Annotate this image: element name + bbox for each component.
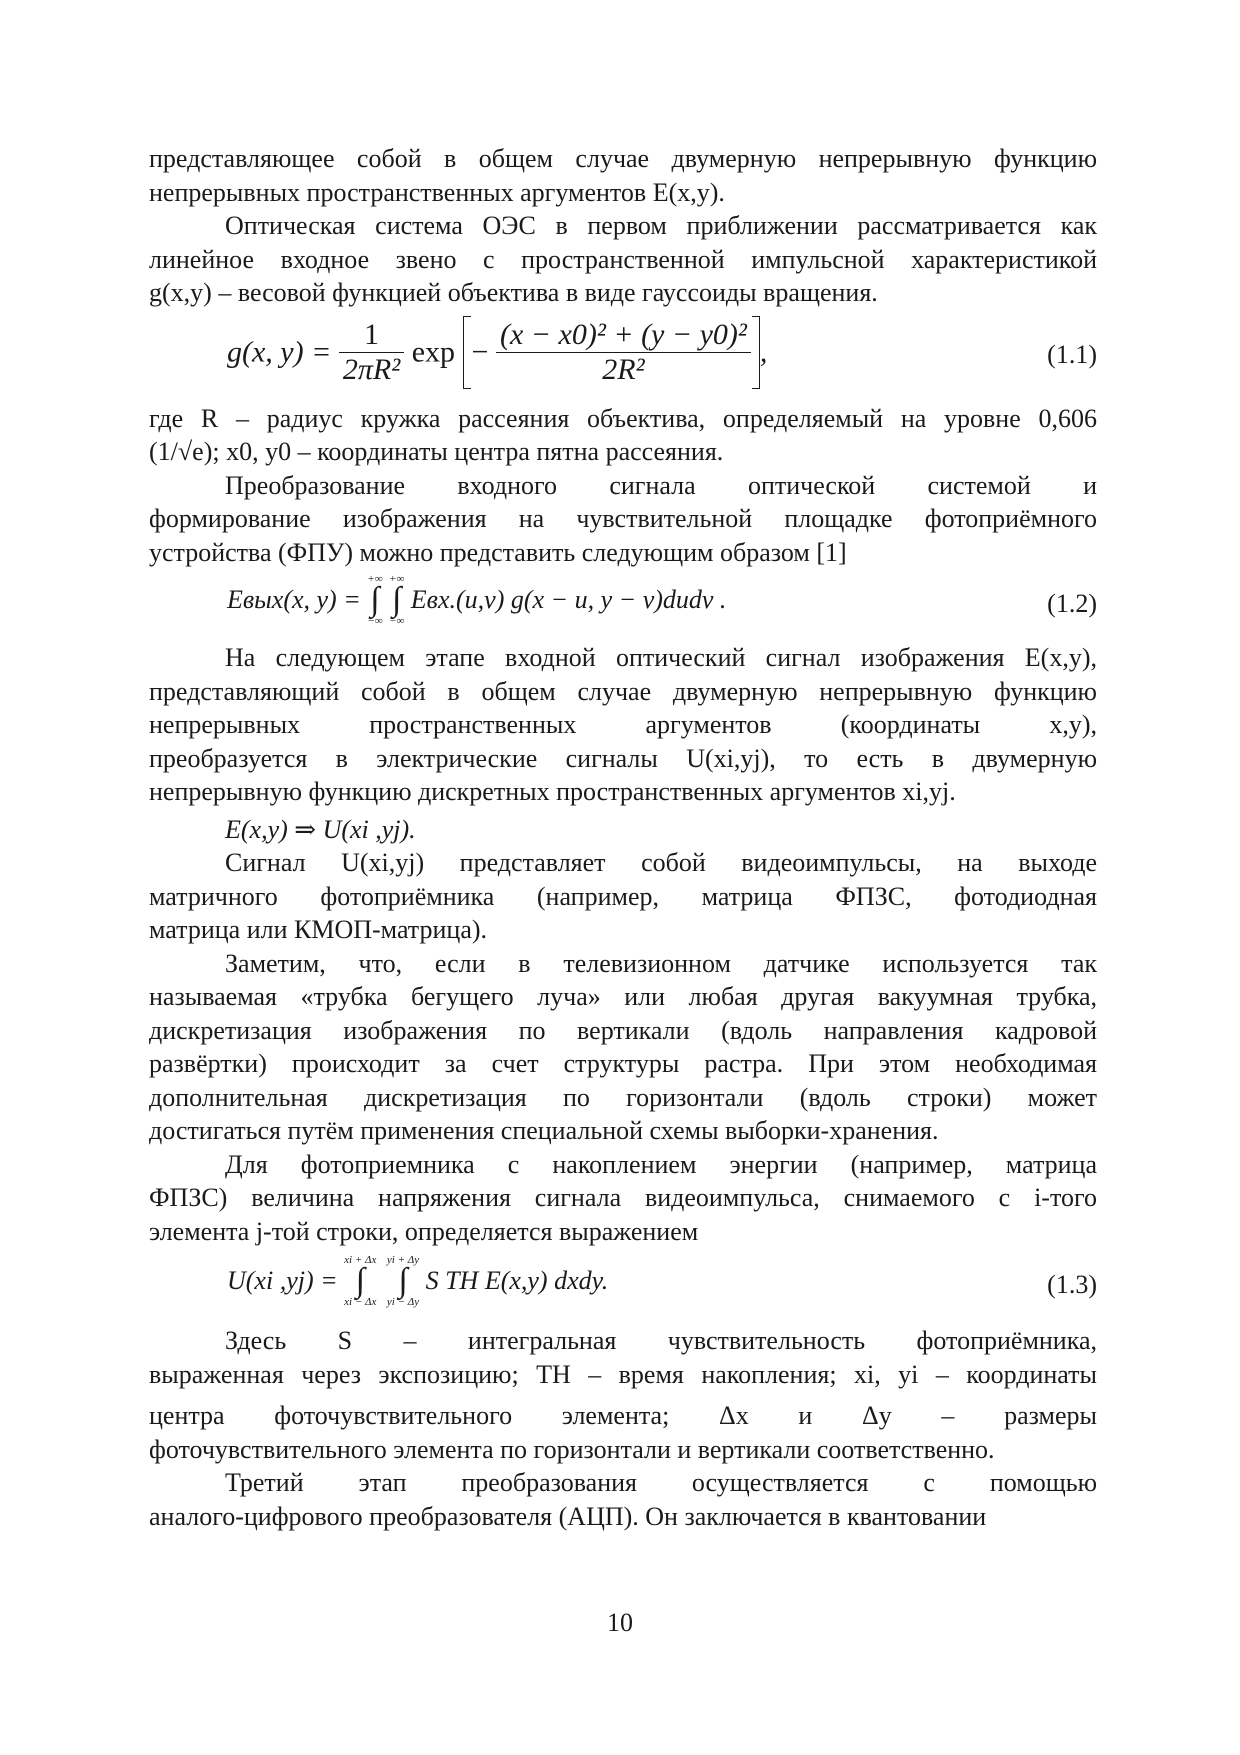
page-body xyxy=(149,142,1097,1533)
text-line: достигаться путём применения специальной схемы выборки-хранения. xyxy=(149,1116,939,1145)
text-line: На следующем этапе входной оптический сигнал изображения E(x,y), xyxy=(225,643,1097,672)
paragraph-11 xyxy=(149,1466,1097,1533)
formula-number: (1.3) xyxy=(1047,1270,1097,1299)
integral-sign: +∞ ∫ −∞ xyxy=(389,573,405,627)
exponent-numerator: (x − x0)² + (y − y0)² xyxy=(496,318,751,353)
text-line: где R – радиус кружка рассеяния объектива, определяемый на уровне 0,606 xyxy=(149,403,1097,433)
text-line: матричного фотоприёмника (например, матрица ФПЗС, фотодиодная xyxy=(149,881,1097,911)
integral-upper-limit: yi + Δy xyxy=(386,1254,420,1266)
text-line: (1/√e); x0, y0 – координаты центра пятна рассеяния. xyxy=(149,437,724,466)
integral-lower-limit: yi − Δy xyxy=(386,1296,420,1308)
text-line: преобразуется в электрические сигналы U(xi,yj), то есть в двумерную xyxy=(149,743,1097,773)
formula-comma: , xyxy=(759,335,768,368)
text-line: выраженная через экспозицию; TН – время накопления; xi, yi – координаты xyxy=(149,1359,1097,1389)
paragraph-4 xyxy=(149,469,1097,570)
text-line: g(x,y) – весовой функцией объектива в виде гауссоиды вращения. xyxy=(149,278,878,307)
integral-lower-limit: xi − Δx xyxy=(344,1296,377,1308)
integral-sign: yi + Δy ∫ yi − Δy xyxy=(386,1254,420,1308)
paragraph-5 xyxy=(149,641,1097,809)
text-line: дискретизация изображения по вертикали (вдоль направления кадровой xyxy=(149,1015,1097,1045)
integrand: S TН E(x,y) dxdy. xyxy=(425,1266,609,1295)
paragraph-3 xyxy=(149,402,1097,469)
formula-number: (1.1) xyxy=(1047,339,1097,369)
text-line: дополнительная дискретизация по горизонтали (вдоль строки) может xyxy=(149,1082,1097,1112)
text-line: называемая «трубка бегущего луча» или любая другая вакуумная трубка, xyxy=(149,982,1097,1011)
paragraph-9 xyxy=(149,1148,1097,1249)
text-line: аналого-цифрового преобразователя (АЦП). Он заключается в квантовании xyxy=(149,1501,987,1531)
paragraph-10 xyxy=(149,1324,1097,1466)
text-line: Для фотоприемника с накоплением энергии (например, матрица xyxy=(225,1149,1097,1179)
paragraph-6-mapping: E(x,y) ⇒ U(xi ,yj). xyxy=(225,814,416,844)
integral-upper-limit: +∞ xyxy=(389,573,405,585)
text-line: формирование изображения на чувствительной площадке фотоприёмного xyxy=(149,504,1097,533)
text-line: непрерывных пространственных аргументов (координаты x,y), xyxy=(149,710,1097,739)
integral-upper-limit: +∞ xyxy=(367,573,383,585)
text-line: представляющее собой в общем случае двумерную непрерывную функцию xyxy=(149,144,1097,173)
text-line: ФПЗС) величина напряжения сигнала видеоимпульса, снимаемого с i-того xyxy=(149,1183,1097,1212)
exp-function: exp xyxy=(411,335,456,368)
text-line: линейное входное звено с пространственной импульсной характеристикой xyxy=(149,244,1097,274)
exponent-fraction xyxy=(496,318,751,387)
formula-number: (1.2) xyxy=(1047,589,1097,618)
square-bracket-group: − $\frac{\text{(x − x0)² + (y − y0)²}}{\text{2R²}}$ xyxy=(463,316,760,389)
text-line: Здесь S – интегральная чувствительность фотоприёмника, xyxy=(225,1326,1097,1355)
text-line: Преобразование входного сигнала оптической системой и xyxy=(225,470,1097,500)
paragraph-8 xyxy=(149,947,1097,1148)
paragraph-7 xyxy=(149,846,1097,947)
text-line: устройства (ФПУ) можно представить следующим образом [1] xyxy=(149,537,847,567)
text-line: развёртки) происходит за счет структуры растра. При этом необходимая xyxy=(149,1049,1097,1078)
text-line: непрерывную функцию дискретных пространственных аргументов xi,yj. xyxy=(149,777,956,806)
paragraph-2 xyxy=(149,209,1097,310)
fraction-denominator: 2πR² xyxy=(342,352,401,386)
text-line: непрерывных пространственных аргументов E(x,y). xyxy=(149,177,725,207)
formula-lhs: Eвых(x, y) = xyxy=(227,585,361,614)
integral-lower-limit: −∞ xyxy=(389,615,405,627)
text-line: представляющий собой в общем случае двумерную непрерывную функцию xyxy=(149,676,1097,706)
formula-1-3 xyxy=(149,1248,1097,1324)
integral-sign: xi + Δx ∫ xi − Δx xyxy=(344,1254,377,1308)
formula-lhs: U(xi ,yj) = xyxy=(227,1266,338,1295)
text-line: центра фоточувствительного элемента; Δx и Δy – размеры xyxy=(149,1401,1097,1430)
integral-sign: +∞ ∫ −∞ xyxy=(367,573,383,627)
exponent-denominator: 2R² xyxy=(602,352,645,386)
text-line: матрица или КМОП-матрица). xyxy=(149,915,488,944)
integral-upper-limit: xi + Δx xyxy=(344,1254,377,1266)
formula-1-1 xyxy=(149,310,1097,402)
formula-1-2 xyxy=(149,569,1097,641)
formula-lhs: g(x, y) = xyxy=(227,335,332,368)
fraction xyxy=(339,318,404,387)
page-number: 10 xyxy=(607,1608,633,1637)
paragraph-1 xyxy=(149,142,1097,209)
text-line: Сигнал U(xi,yj) представляет собой видеоимпульсы, на выходе xyxy=(225,848,1097,877)
fraction-numerator: 1 xyxy=(339,318,404,353)
text-line: элемента j-той строки, определяется выражением xyxy=(149,1216,699,1246)
text-line: Заметим, что, если в телевизионном датчике используется так xyxy=(225,948,1097,978)
integrand: Eвх.(u,v) g(x − u, y − v)dudv . xyxy=(410,585,727,614)
text-line: Оптическая система ОЭС в первом приближении рассматривается как xyxy=(225,211,1097,240)
text-line: фоточувствительного элемента по горизонтали и вертикали соответственно. xyxy=(149,1434,995,1464)
text-line: Третий этап преобразования осуществляется с помощью xyxy=(225,1468,1097,1497)
integral-lower-limit: −∞ xyxy=(367,615,383,627)
